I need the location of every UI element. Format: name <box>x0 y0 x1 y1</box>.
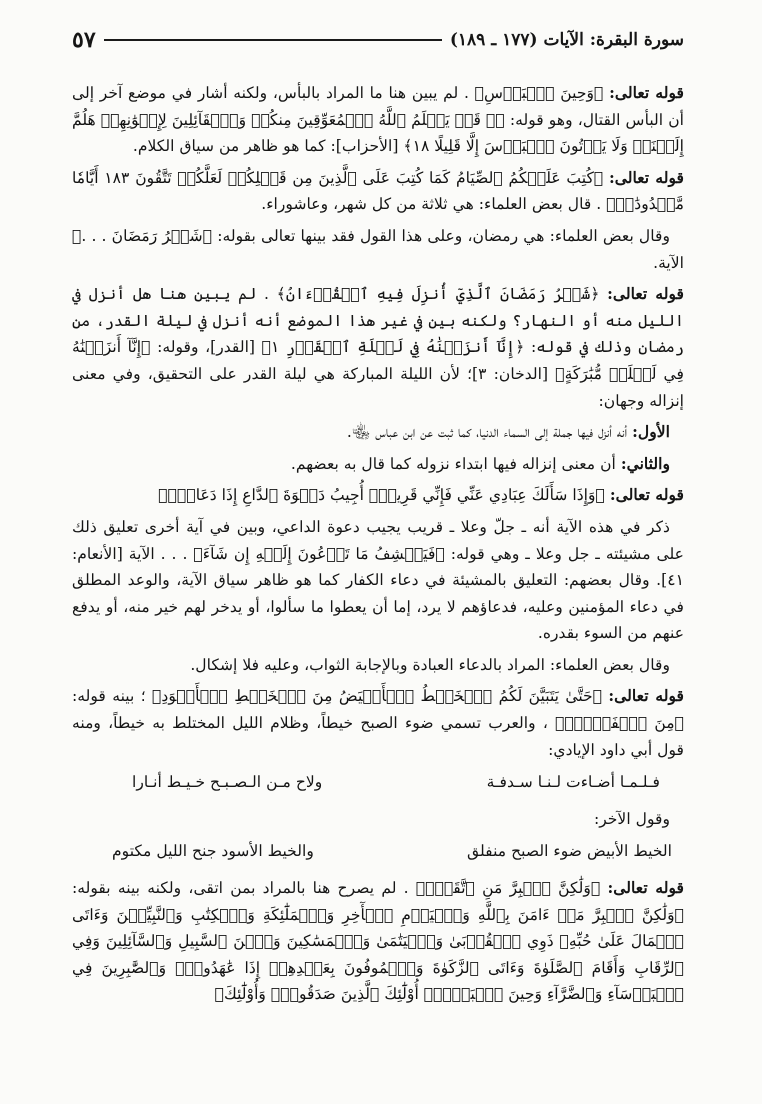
paragraph-6 <box>72 451 684 478</box>
paragraph-text: [الأحزاب]: كما هو ظاهر من سياق الكلام. <box>132 137 399 156</box>
paragraph-4 <box>72 281 684 414</box>
paragraph-label: قوله تعالى: <box>607 284 684 304</box>
paragraph-10 <box>72 683 684 763</box>
quran-quote: ﴿ مِنَ ٱلۡفَجۡرِۖ ﴾ <box>555 714 684 732</box>
page-body <box>72 80 684 1013</box>
poem-verse-2 <box>72 838 684 865</box>
verse-second-hemistich: والخيط الأسود جنح الليل مكتوم <box>112 842 314 861</box>
paragraph-label: قوله تعالى: <box>609 83 684 102</box>
paragraph-text: . لم يبين هنا ما المراد بالبأس، ولكنه أشار في موضع آخر إلى أن البأس القتال، وهو قوله: <box>72 84 684 129</box>
quran-quote: ﴿ إِنَّآ أَنزَلۡنَٰهُ فِي لَيۡلَةِ ٱلۡقَدۡرِ ١ ﴾ <box>262 338 525 356</box>
quran-quote: ﴿ وَلَٰكِنَّ ٱلۡبِرَّ مَنۡ ءَامَنَ بِٱللَّهِ وَٱلۡيَوۡمِ ٱلۡأٓخِرِ وَٱلۡمَلَٰٓئِكَةِ وَٱلۡكِتَٰبِ وَٱلنَّبِيِّـۧنَ وَءَاتَى ٱلۡمَالَ عَلَىٰ حُبِّهِۦ ذَوِي ٱلۡقُرۡبَىٰ وَٱلۡيَتَٰمَىٰ وَٱلۡمَسَٰكِينَ وَٱبۡنَ ٱلسَّبِيلِ وَٱلسَّآئِلِينَ وَفِي ٱلرِّقَابِ وَأَقَامَ ٱلصَّلَوٰةَ وَءَاتَى ٱلزَّكَوٰةَ وَٱلۡمُوفُونَ بِعَهۡدِهِمۡ إِذَا عَٰهَدُواْۖ وَٱلصَّٰبِرِينَ فِي ٱلۡبَأۡسَآءِ وَٱلضَّرَّآءِ وَحِينَ ٱلۡبَأۡسِۗ أُوْلَٰٓئِكَ ٱلَّذِينَ صَدَقُواْۖ وَأُوْلَٰٓئِكَ ﴾ <box>72 906 684 1004</box>
paragraph-text: [الدخان: ٣]؛ لأن الليلة المباركة هي ليلة القدر على التحقيق، وفي معنى إنزاله وجهان: <box>72 364 684 410</box>
quran-quote: ﴿ ۞ قَدۡ يَعۡلَمُ ٱللَّهُ ٱلۡمُعَوِّقِينَ مِنكُمۡ وَٱلۡقَآئِلِينَ لِإِخۡوَٰنِهِمۡ هَلُمَّ إِلَيۡنَاۖ وَلَا يَأۡتُونَ ٱلۡبَأۡسَ إِلَّا قَلِيلًا ١٨ ﴾ <box>72 111 684 156</box>
quran-quote: ﴿ وَإِذَا سَأَلَكَ عِبَادِي عَنِّي فَإِنِّي قَرِيبٌۖ أُجِيبُ دَعۡوَةَ ٱلدَّاعِ إِذَا دَعَانِۖ ﴾ <box>158 486 605 504</box>
quran-quote: ﴿ شَهۡرُ رَمَضَانَ ٱلَّذِيٓ أُنزِلَ فِيهِ ٱلۡقُرۡءَانُ ﴾ <box>277 285 600 303</box>
paragraph-7 <box>72 482 684 509</box>
paragraph-1 <box>72 80 684 160</box>
paragraph-text: . لم يبين هنا هل أنزل في الليل منه أو النهار؟ ولكنه بين في غير هذا الموضع أنه أنزل في ليلة القدر، من رمضان وذلك في قوله: <box>72 285 684 357</box>
verse-first-hemistich: فـلـمـا أضـاءت لـنـا سـدفـة <box>486 773 660 792</box>
paragraph-text: أنه أنزل فيها جملة إلى السماء الدنيا، كما ثبت عن ابن عباس ﵄. <box>346 423 628 442</box>
paragraph-text: . قال بعض العلماء: هي ثلاثة من كل شهر، وعاشوراء. <box>261 195 602 214</box>
paragraph-text: الآية. <box>653 253 684 272</box>
quran-quote: ﴿ كُتِبَ عَلَيۡكُمُ ٱلصِّيَامُ كَمَا كُتِبَ عَلَى ٱلَّذِينَ مِن قَبۡلِكُمۡ لَعَلَّكُمۡ تَتَّقُونَ ١٨٣ أَيَّامٗا مَّعۡدُودَٰتٖ ﴾ <box>72 169 684 214</box>
paragraph-label: قوله تعالى: <box>609 167 684 187</box>
paragraph-2 <box>72 165 684 218</box>
paragraph-text: . . . الآية [الأنعام: ٤١]. وقال بعضهم: التعليق بالمشيئة في دعاء الكفار كما هو ظاهر سياق الآية، والوعد المطلق في دعاء المؤمنين وعليه، فدعاؤهم لا يرد، إما أن يعطوا ما سألوا، أو يدخر لهم خير منه، أو يدفع عنهم من السوء بقدره. <box>72 544 684 643</box>
verse-first-hemistich: الخيط الأبيض ضوء الصبح منفلق <box>467 842 672 861</box>
quran-quote: ﴿ وَحِينَ ٱلۡبَأۡسِ ﴾ <box>475 84 604 102</box>
page-header <box>72 26 684 54</box>
paragraph-text: وقول الآخر: <box>593 809 670 828</box>
paragraph-label: قوله تعالى: <box>608 686 684 706</box>
paragraph-12 <box>72 875 684 1008</box>
paragraph-text: وقال بعض العلماء: هي رمضان، وعلى هذا القول فقد بينها تعالى بقوله: <box>217 226 670 245</box>
paragraph-label: الأول: <box>632 422 670 442</box>
header-rule <box>104 39 442 41</box>
surah-title: سورة البقرة: الآيات (١٧٧ ـ ١٨٩) <box>449 30 684 50</box>
paragraph-text: ، والعرب تسمي ضوء الصبح خيطاً، وظلام الليل المختلط به خيطاً، ومنه قول أبي داود الإيادي: <box>72 714 684 759</box>
paragraph-text: . لم يصرح هنا بالمراد بمن اتقى، ولكنه بينه بقوله: <box>72 879 409 898</box>
paragraph-label: قوله تعالى: <box>609 485 684 505</box>
quran-quote: ﴿ حَتَّىٰ يَتَبَيَّنَ لَكُمُ ٱلۡخَيۡطُ ٱلۡأَبۡيَضُ مِنَ ٱلۡخَيۡطِ ٱلۡأَسۡوَدِ ﴾ <box>152 687 602 705</box>
quran-quote: ﴿ فَيَكۡشِفُ مَا تَدۡعُونَ إِلَيۡهِ إِن شَآءَ ﴾ <box>193 545 444 563</box>
paragraph-3 <box>72 223 684 276</box>
paragraph-text: [القدر]، وقوله: <box>157 338 255 357</box>
paragraph-11 <box>72 806 684 833</box>
poem-verse-1 <box>72 769 684 796</box>
paragraph-text: ذكر في هذه الآية أنه ـ جلّ وعلا ـ قريب يجيب دعوة الداعي، وبين في آية أخرى تعليق ذلك على مشيئته ـ جل وعلا ـ وهي قوله: <box>72 517 684 563</box>
quran-quote: ﴿ وَلَٰكِنَّ ٱلۡبِرَّ مَنِ ٱتَّقَىٰۗ ﴾ <box>416 879 600 897</box>
paragraph-text: ؛ بينه قوله: <box>72 687 146 706</box>
page-number: ٥٧ <box>72 27 96 53</box>
paragraph-5 <box>72 419 684 446</box>
paragraph-9 <box>72 652 684 679</box>
paragraph-text: وقال بعض العلماء: المراد بالدعاء العبادة وبالإجابة الثواب، وعليه فلا إشكال. <box>190 655 670 674</box>
paragraph-label: قوله تعالى: <box>607 878 684 898</box>
verse-second-hemistich: ولاح مـن الـصـبـح خـيـط أنـارا <box>132 773 323 792</box>
quran-quote: ﴿ شَهۡرُ رَمَضَانَ . . . ﴾ <box>72 227 212 245</box>
quran-quote: ﴿ إِنَّآ أَنزَلۡنَٰهُ فِي لَيۡلَةٖ مُّبَٰرَكَةٍ ﴾ <box>72 338 684 383</box>
paragraph-text: أن معنى إنزاله فيها ابتداء نزوله كما قال به بعضهم. <box>290 454 616 473</box>
paragraph-label: والثاني: <box>620 453 670 473</box>
paragraph-8 <box>72 514 684 647</box>
